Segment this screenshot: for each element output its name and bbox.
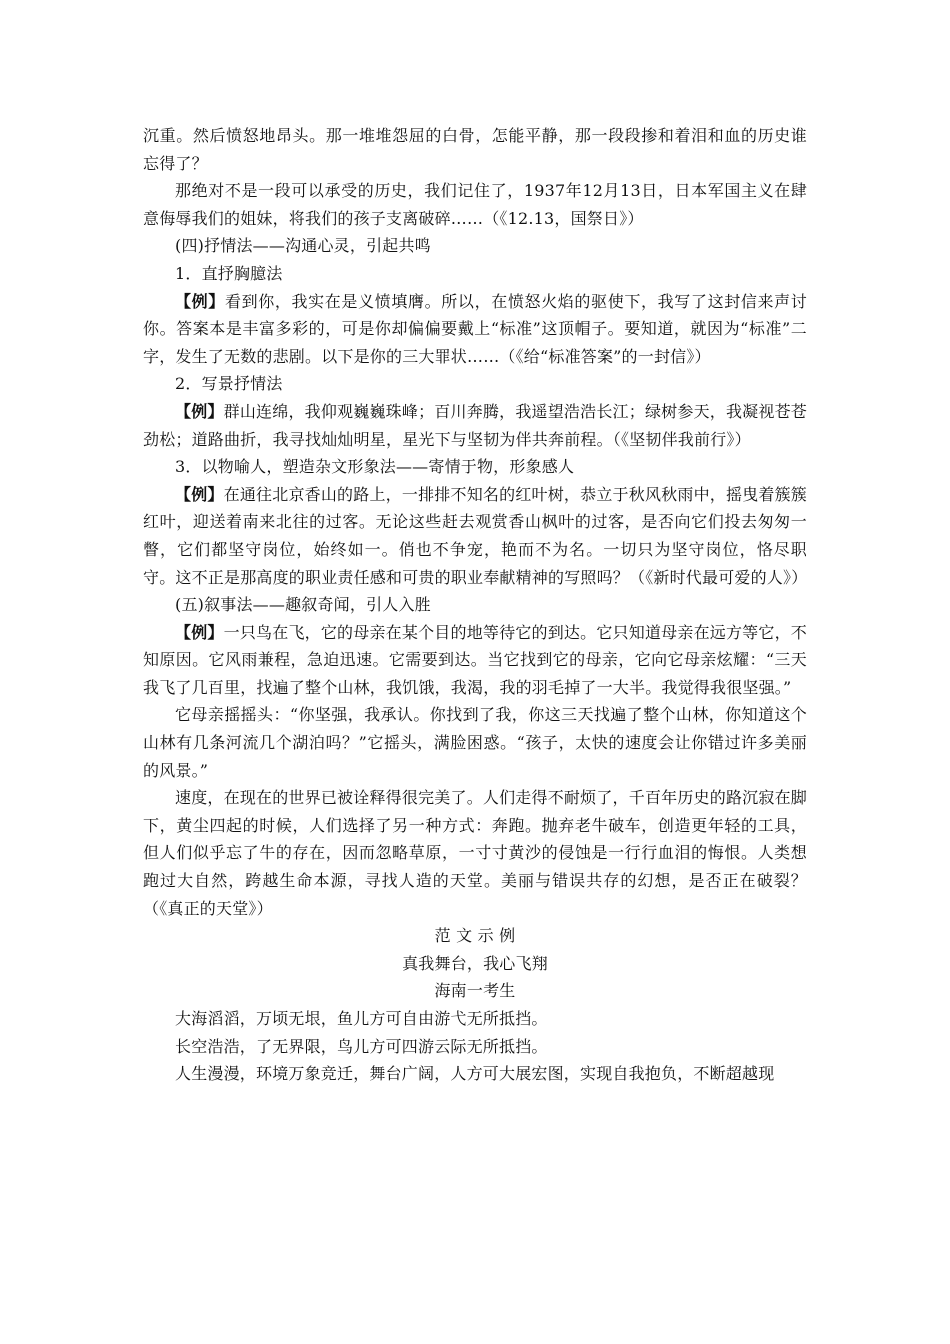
- example-paragraph: [143, 288, 807, 371]
- example-paragraph: [143, 619, 807, 702]
- document-body: [143, 122, 807, 1088]
- example-text: 群山连绵，我仰观巍巍珠峰；百川奔腾，我遥望浩浩长江；绿树参天，我凝视苍苍劲松；道路曲折，我寻找灿灿明星，星光下与坚韧为伴共奔前程。（《坚韧伴我前行》）: [143, 401, 807, 449]
- section-heading: (五)叙事法——趣叙奇闻，引人入胜: [175, 595, 431, 615]
- essay-paragraph: 大海滔滔，万顷无垠，鱼儿方可自由游弋无所抵挡。: [175, 1009, 548, 1028]
- example-paragraph: [143, 398, 807, 453]
- example-text: 看到你，我实在是义愤填膺。所以，在愤怒火焰的驱使下，我写了这封信来声讨你。答案本是丰富多彩的，可是你却偏偏要戴上“标准”这顶帽子。要知道，就因为“标准”二字，发生了无数的悲剧。以下是你的三大罪状……（《给“标准答案”的一封信》）: [143, 291, 807, 366]
- paragraph: 沉重。然后愤怒地昂头。那一堆堆怨屈的白骨，怎能平静，那一段段掺和着泪和血的历史谁忘得了？: [143, 126, 807, 173]
- subsection-heading: 1．直抒胸臆法: [175, 263, 283, 283]
- paragraph: 它母亲摇摇头：“你坚强，我承认。你找到了我，你这三天找遍了整个山林，你知道这个山林有几条河流几个湖泊吗？”它摇头，满脸困惑。“孩子，太快的速度会让你错过许多美丽的风景。”: [143, 705, 807, 780]
- example-label: 【例】: [175, 401, 224, 421]
- essay-title: 真我舞台，我心飞翔: [402, 953, 548, 973]
- essay-paragraph: 人生漫漫，环境万象竞迁，舞台广阔，人方可大展宏图，实现自我抱负，不断超越现: [175, 1064, 775, 1084]
- example-label: 【例】: [175, 622, 224, 642]
- sample-heading: 范 文 示 例: [434, 926, 516, 946]
- example-text: 一只鸟在飞，它的母亲在某个目的地等待它的到达。它只知道母亲在远方等它，不知原因。它风雨兼程，急迫迅速。它需要到达。当它找到它的母亲，它向它母亲炫耀：“三天我飞了几百里，找遍了整个山林，我饥饿，我渴，我的羽毛掉了一大半。我觉得我很坚强。”: [143, 622, 807, 697]
- essay-author: 海南一考生: [434, 981, 516, 1001]
- example-label: 【例】: [175, 291, 225, 311]
- section-heading: (四)抒情法——沟通心灵，引起共鸣: [175, 236, 431, 256]
- example-label: 【例】: [175, 484, 224, 504]
- example-paragraph: [143, 481, 807, 591]
- example-text: 在通往北京香山的路上，一排排不知名的红叶树，恭立于秋风秋雨中，摇曳着簇簇红叶，迎送着南来北往的过客。无论这些赶去观赏香山枫叶的过客，是否向它们投去匆匆一瞥，它们都坚守岗位，始终如一。俏也不争宠，艳而不为名。一切只为坚守岗位，恪尽职守。这不正是那高度的职业责任感和可贵的职业奉献精神的写照吗？（《新时代最可爱的人》）: [143, 484, 808, 587]
- essay-paragraph: 长空浩浩，了无界限，鸟儿方可四游云际无所抵挡。: [175, 1036, 548, 1056]
- paragraph: 那绝对不是一段可以承受的历史，我们记住了，1937年12月13日，日本军国主义在肆意侮辱我们的姐妹，将我们的孩子支离破碎……（《12.13，国祭日》）: [143, 181, 807, 228]
- subsection-heading: 2．写景抒情法: [175, 374, 283, 394]
- subsection-heading: 3．以物喻人，塑造杂文形象法——寄情于物，形象感人: [175, 457, 575, 477]
- paragraph: 速度，在现在的世界已被诠释得很完美了。人们走得不耐烦了，千百年历史的路沉寂在脚下，黄尘四起的时候，人们选择了另一种方式：奔跑。抛弃老牛破车，创造更年轻的工具，但人们似乎忘了牛的存在，因而忽略草原，一寸寸黄沙的侵蚀是一行行血泪的悔恨。人类想跑过大自然，跨越生命本源，寻找人造的天堂。美丽与错误共存的幻想，是否正在破裂？（《真正的天堂》）: [143, 788, 807, 918]
